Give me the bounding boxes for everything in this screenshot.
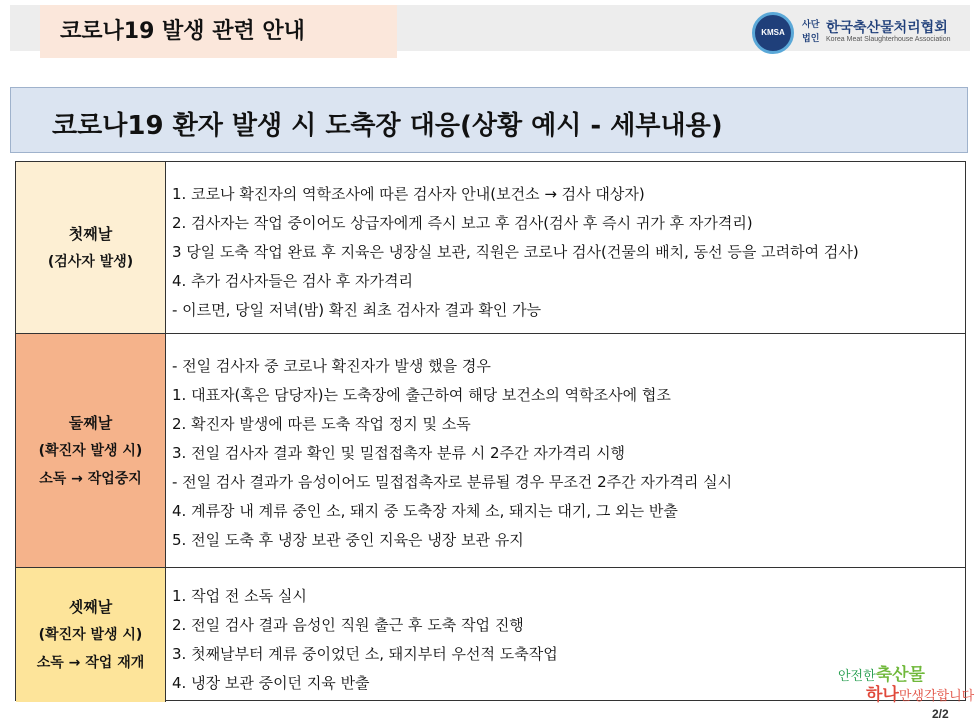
page-number: 2/2: [932, 707, 949, 721]
list-item: - 전일 검사자 중 코로나 확진자가 발생 했을 경우: [172, 357, 491, 375]
slogan-logo: [838, 660, 975, 705]
day-detail-cell: [166, 162, 965, 333]
slogan-word-emphasis: 하나: [866, 685, 899, 705]
list-item: 2. 검사자는 작업 중이어도 상급자에게 즉시 보고 후 검사(검사 후 즉시 귀가 후 자가격리): [172, 214, 753, 232]
day-label-action: 소독 → 작업 재개: [36, 655, 145, 671]
list-item: 1. 대표자(혹은 담당자)는 도축장에 출근하여 해당 보건소의 역학조사에 협조: [172, 386, 671, 404]
logo-prefix-top: 사단: [802, 20, 820, 30]
response-table: [15, 161, 966, 701]
list-item: 1. 작업 전 소독 실시: [172, 587, 307, 605]
list-item: 1. 코로나 확진자의 역학조사에 따른 검사자 안내(보건소 → 검사 대상자): [172, 185, 645, 203]
list-item: 3. 첫째날부터 계류 중이었던 소, 돼지부터 우선적 도축작업: [172, 645, 558, 663]
day-label-condition: (확진자 발생 시): [38, 442, 143, 459]
logo-emblem-icon: [752, 12, 794, 54]
header-title: 코로나19 발생 관련 안내: [60, 19, 305, 44]
list-item: 4. 냉장 보관 중이던 지육 반출: [172, 674, 370, 692]
slogan-line-2: [866, 680, 974, 705]
day-label-condition: (확진자 발생 시): [38, 627, 143, 643]
logo-prefix-bottom: 법인: [802, 34, 820, 44]
day-label-title: 둘째날: [68, 413, 113, 432]
day-label-action: 소독 → 작업중지: [39, 470, 142, 487]
day-row-second: [16, 334, 965, 568]
day-label-cell: [16, 162, 166, 333]
day-label-cell: [16, 334, 166, 567]
day-label-cell: [16, 568, 166, 702]
list-item: 4. 추가 검사자들은 검사 후 자가격리: [172, 272, 414, 290]
list-item: - 이르면, 당일 저녁(밤) 확진 최초 검사자 결과 확인 가능: [172, 301, 542, 319]
logo-english-name: Korea Meat Slaughterhouse Association: [826, 36, 951, 43]
day-row-first: [16, 162, 965, 334]
section-heading-box: [10, 87, 968, 153]
association-logo: [752, 12, 967, 56]
list-item: 4. 계류장 내 계류 중인 소, 돼지 중 도축장 자체 소, 돼지는 대기, 그 외는 반출: [172, 502, 678, 520]
list-item: 2. 확진자 발생에 따른 도축 작업 정지 및 소독: [172, 415, 471, 433]
day-label-condition: (검사자 발생): [47, 253, 134, 270]
list-item: 3 당일 도축 작업 완료 후 지육은 냉장실 보관, 직원은 코로나 검사(건물의 배치, 동선 등을 고려하여 검사): [172, 243, 859, 261]
logo-name: 한국축산물처리협회: [826, 20, 948, 36]
day-label-title: 셋째날: [68, 598, 113, 616]
list-item: - 전일 검사 결과가 음성이어도 밀접접촉자로 분류될 경우 무조건 2주간 자가격리 실시: [172, 473, 733, 491]
slogan-word: 만생각합니다: [898, 689, 975, 704]
slogan-word: 안전한: [838, 669, 876, 684]
slogan-word-emphasis: 축산물: [875, 665, 925, 685]
day-label-title: 첫째날: [68, 224, 113, 243]
logo-emblem-text: KMSA: [761, 28, 785, 37]
list-item: 5. 전일 도축 후 냉장 보관 중인 지육은 냉장 보관 유지: [172, 531, 524, 549]
list-item: 3. 전일 검사자 결과 확인 및 밀접접촉자 분류 시 2주간 자가격리 시행: [172, 444, 626, 462]
list-item: 2. 전일 검사 결과 음성인 직원 출근 후 도축 작업 진행: [172, 616, 524, 634]
day-detail-cell: [166, 334, 965, 567]
day-row-third: [16, 568, 965, 702]
section-heading: 코로나19 환자 발생 시 도축장 대응(상황 예시 - 세부내용): [52, 111, 723, 141]
